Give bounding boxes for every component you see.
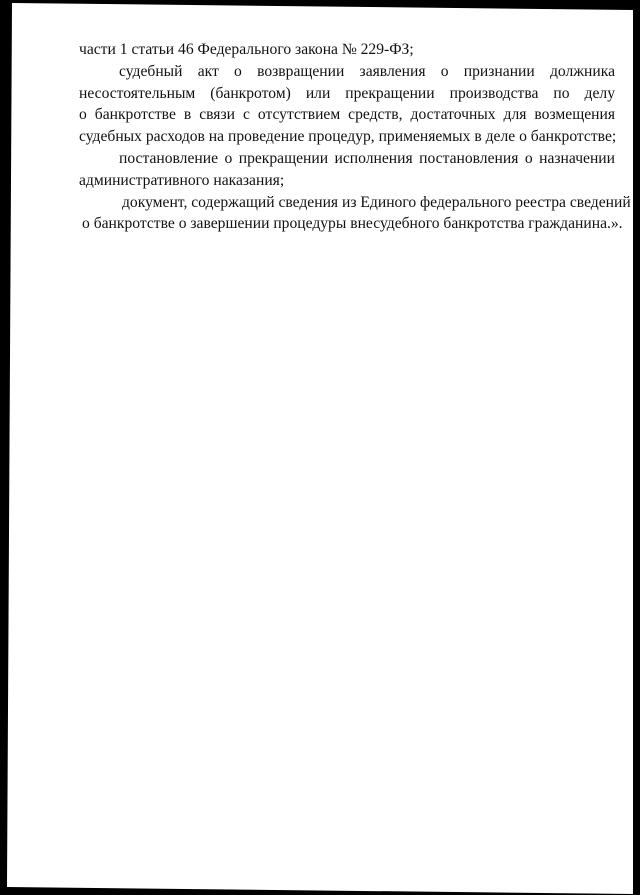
text-line-5: судебных расходов на проведение процедур, применяемых в деле о банкротстве; [79,128,617,146]
text-line-6: постановление о прекращении исполнения постановления о назначении [119,149,615,167]
text-line-4: о банкротстве в связи с отсутствием средств, достаточных для возмещения [79,106,615,124]
text-line-7: административного наказания; [79,171,285,189]
text-line-3: несостоятельным (банкротом) или прекращении производства по делу [79,84,615,102]
text-line-8: документ, содержащий сведения из Единого федерального реестра сведений [122,193,631,211]
document-text [79,39,631,235]
text-line-2: судебный акт о возвращении заявления о признании должника [119,62,615,80]
text-line-1: части 1 статьи 46 Федерального закона № 229-ФЗ; [79,41,414,58]
text-line-9: о банкротстве о завершении процедуры внесудебного банкротства гражданина.». [82,215,623,233]
